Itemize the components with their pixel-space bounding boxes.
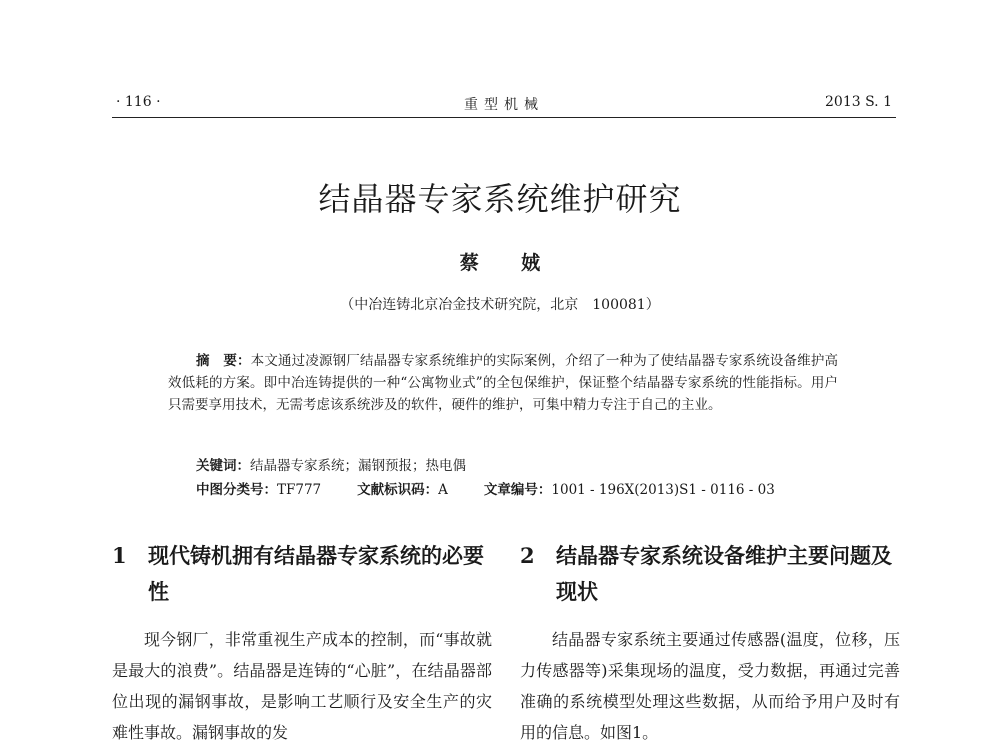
section-number: 2 — [520, 543, 535, 568]
author-name: 蔡 娀 — [459, 252, 559, 274]
page-number: · 116 · — [116, 94, 161, 110]
keywords-line — [196, 454, 466, 474]
classification-line — [196, 478, 775, 498]
doc-code-label: 文献标识码： — [357, 482, 439, 498]
section-title: 现代铸机拥有结晶器专家系统的必要性 — [148, 543, 484, 604]
keywords-label: 关键词： — [196, 458, 250, 474]
section-1 — [112, 538, 492, 748]
clc-value: TF777 — [277, 482, 322, 498]
author-affiliation: （中冶连铸北京冶金技术研究院，北京 100081） — [340, 297, 660, 313]
section-body: 结晶器专家系统主要通过传感器(温度，位移，压力传感器等)采集现场的温度，受力数据，再通过完善准确的系统模型处理这些数据，从而给予用户及时有用的信息。如图1。 — [520, 630, 900, 742]
clc-label: 中图分类号： — [196, 482, 277, 498]
section-title: 结晶器专家系统设备维护主要问题及现状 — [556, 543, 892, 604]
issue-number: 2013 S. 1 — [825, 94, 892, 110]
abstract-block — [168, 350, 838, 416]
abstract-text: 本文通过凌源钢厂结晶器专家系统维护的实际案例，介绍了一种为了使结晶器专家系统设备维护高效低耗的方案。即中冶连铸提供的一种“公寓物业式”的全包保维护，保证整个结晶器专家系统的性能指标。用户只需要享用技术，无需考虑该系统涉及的软件，硬件的维护，可集中精力专注于自己的主业。 — [168, 353, 839, 413]
header-rule — [112, 117, 896, 118]
section-2 — [520, 538, 900, 748]
paper-title: 结晶器专家系统维护研究 — [318, 180, 682, 218]
journal-name: 重型机械 — [464, 97, 544, 113]
abstract-label: 摘 要： — [196, 353, 251, 369]
article-number-value: 1001 - 196X(2013)S1 - 0116 - 03 — [551, 482, 775, 498]
section-heading — [112, 538, 492, 610]
doc-code-value: A — [438, 482, 448, 498]
section-heading — [520, 538, 900, 610]
article-number-label: 文章编号： — [483, 482, 552, 498]
section-number: 1 — [112, 543, 127, 568]
section-body: 现今钢厂，非常重视生产成本的控制，而“事故就是最大的浪费”。结晶器是连铸的“心脏”，在结晶器部位出现的漏钢事故，是影响工艺顺行及安全生产的灾难性事故。漏钢事故的发 — [112, 630, 492, 742]
keywords-text: 结晶器专家系统；漏钢预报；热电偶 — [250, 458, 466, 474]
running-header — [112, 92, 896, 116]
